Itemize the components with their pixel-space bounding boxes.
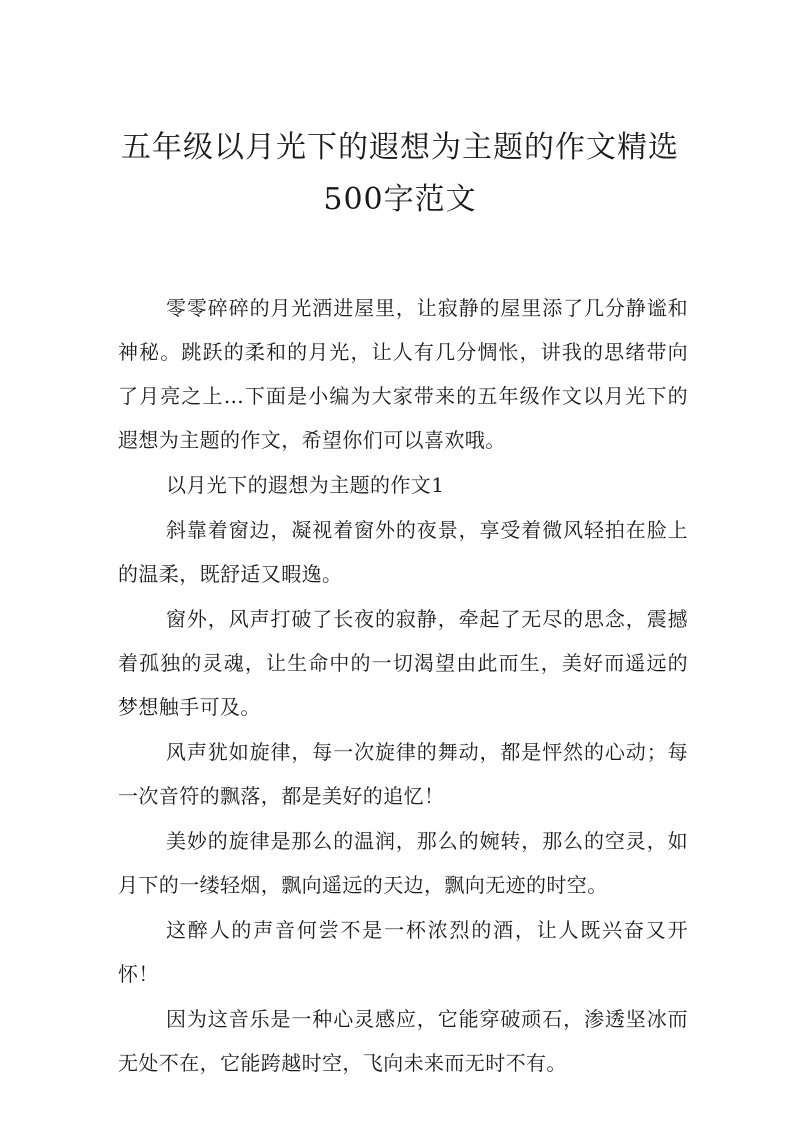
title-line-1: 五年级以月光下的遐想为主题的作文精选	[121, 130, 679, 165]
paragraph: 美妙的旋律是那么的温润，那么的婉转，那么的空灵，如月下的一缕轻烟，飘向遥远的天边，飘向无迹的时空。	[118, 829, 688, 897]
paragraph: 这醉人的声音何尝不是一杯浓烈的酒，让人既兴奋又开怀！	[118, 918, 688, 986]
document-title	[0, 122, 800, 226]
paragraph-intro: 零零碎碎的月光洒进屋里，让寂静的屋里添了几分静谧和神秘。跳跃的柔和的月光，让人有几分惆怅，讲我的思绪带向了月亮之上…下面是小编为大家带来的五年级作文以月光下的遐想为主题的作文，希望你们可以喜欢哦。	[118, 296, 688, 452]
paragraph: 斜靠着窗边，凝视着窗外的夜景，享受着微风轻拍在脸上的温柔，既舒适又暇逸。	[118, 518, 688, 586]
title-line-2: 500字范文	[323, 182, 477, 217]
paragraph: 窗外，风声打破了长夜的寂静，牵起了无尽的思念，震撼着孤独的灵魂，让生命中的一切渴望由此而生，美好而遥远的梦想触手可及。	[118, 607, 688, 719]
paragraph: 风声犹如旋律，每一次旋律的舞动，都是怦然的心动；每一次音符的飘落，都是美好的追忆！	[118, 740, 688, 808]
section-heading: 以月光下的遐想为主题的作文1	[166, 473, 445, 497]
document-body	[118, 286, 688, 1086]
paragraph: 因为这音乐是一种心灵感应，它能穿破顽石，渗透坚冰而无处不在，它能跨越时空，飞向未来而无时不有。	[118, 1007, 688, 1075]
